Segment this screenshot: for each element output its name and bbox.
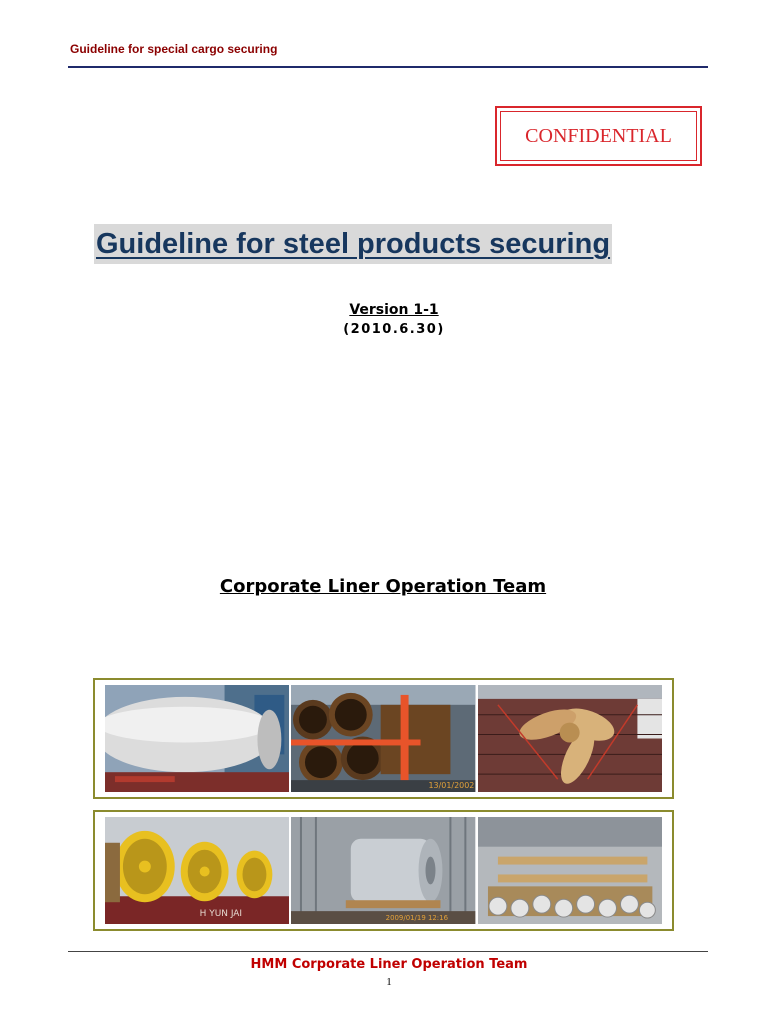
- header-rule: [68, 66, 708, 68]
- cable-reels-stamp: H YUN JAI: [199, 909, 243, 920]
- steel-bars-photo: [478, 817, 662, 924]
- running-header: Guideline for special cargo securing: [70, 42, 278, 56]
- page-number: 1: [386, 976, 392, 988]
- steel-pipes-stamp: 13/01/2002: [428, 781, 475, 791]
- footer-rule: [68, 951, 708, 952]
- document-title: Guideline for steel products securing: [94, 224, 612, 264]
- steel-coil-stamp: 2009/01/19 12:16: [385, 914, 449, 923]
- steel-pipes-photo: [291, 685, 475, 792]
- steel-coil-photo: [291, 817, 475, 924]
- photo-frame-top: [93, 678, 674, 799]
- document-date: (2010.6.30): [343, 322, 445, 337]
- document-version: Version 1-1: [349, 302, 439, 318]
- team-name: Corporate Liner Operation Team: [219, 576, 547, 597]
- confidential-stamp: [495, 106, 702, 166]
- confidential-label: CONFIDENTIAL: [500, 111, 697, 161]
- ship-propeller-photo: [478, 685, 662, 792]
- photo-frame-bottom: [93, 810, 674, 931]
- cable-reels-photo: [105, 817, 289, 924]
- cylindrical-tank-photo: [105, 685, 289, 792]
- footer-text: HMM Corporate Liner Operation Team: [250, 957, 528, 972]
